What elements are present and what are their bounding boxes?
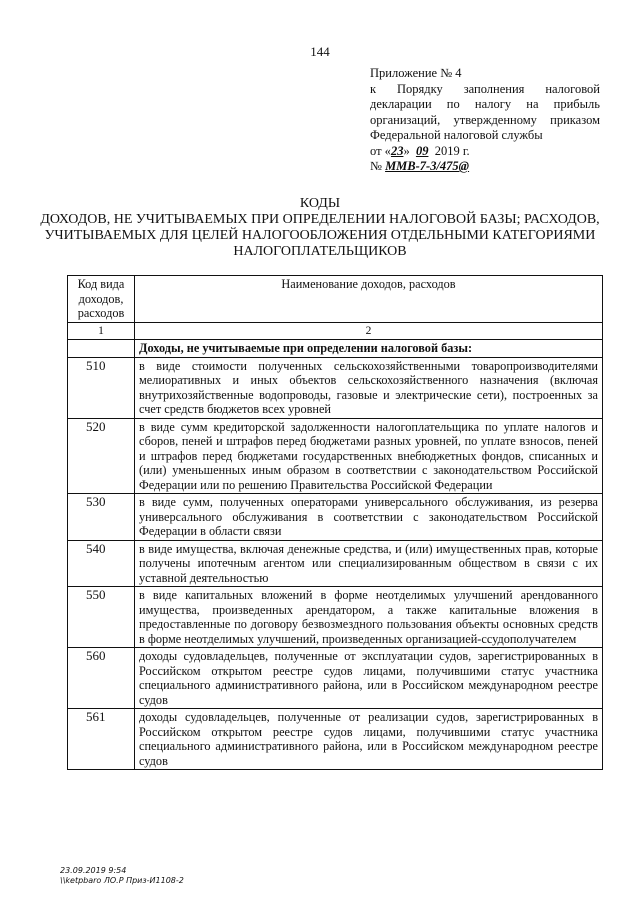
table-row xyxy=(68,648,603,709)
row-text: в виде стоимости полученных сельскохозяйственными товаропроизводителями мелиоративных и иных объектов сельскохозяйственного назначения (включая внутрихозяйственные водопроводы, газовые и электрические сети), построенных за счет средств бюджетов всех уровней xyxy=(135,357,603,418)
table-row xyxy=(68,494,603,541)
row-text: в виде сумм, полученных операторами универсального обслуживания, из резерва универсального обслуживания в соответствии с законодательством Российской Федерации в области связи xyxy=(135,494,603,541)
row-text: доходы судовладельцев, полученные от эксплуатации судов, зарегистрированных в Российском открытом реестре судов лицами, получившими статус участника специального административного района, или в Российском международном реестре судов xyxy=(135,648,603,709)
column-number-2: 2 xyxy=(135,322,603,340)
table-row xyxy=(68,587,603,648)
print-footer xyxy=(60,866,184,886)
footer-file-path: \\ketpbaro ЛО.Р Приз-И1108-2 xyxy=(60,876,184,885)
handwritten-order-number: ММВ-7-3/475@ xyxy=(385,159,470,173)
column-number-row xyxy=(68,322,603,340)
row-code: 560 xyxy=(86,648,106,663)
handwritten-day: 23 xyxy=(390,143,404,158)
table-row xyxy=(68,418,603,494)
header-name-cell: Наименование доходов, расходов xyxy=(135,276,603,323)
row-code: 540 xyxy=(86,540,106,556)
table-row xyxy=(68,709,603,770)
appendix-line-3: декларации по налогу на прибыль xyxy=(370,97,600,111)
table-row xyxy=(68,540,603,587)
header-code-cell: Код вида доходов, расходов xyxy=(68,276,135,323)
row-text: в виде капитальных вложений в форме неотделимых улучшений арендованного имущества, произведенных арендатором, а также капитальные вложения в предоставленные по договору безвозмездного пользования объекты основных средств в форме неотделимых улучшений, произведенных организацией-ссудополучателем xyxy=(135,587,603,648)
row-code: 561 xyxy=(86,709,106,724)
appendix-block xyxy=(370,66,600,175)
row-code: 530 xyxy=(86,494,106,509)
title-line-4: НАЛОГОПЛАТЕЛЬЩИКОВ xyxy=(233,244,407,259)
footer-timestamp: 23.09.2019 9:54 xyxy=(60,866,127,875)
column-number-1: 1 xyxy=(68,322,135,340)
table-header-row xyxy=(68,276,603,323)
appendix-line-4: организаций, утвержденному приказом xyxy=(370,112,600,127)
table-row xyxy=(68,357,603,418)
appendix-title: Приложение № 4 xyxy=(370,66,462,80)
section-row xyxy=(68,340,603,358)
title-line-1: КОДЫ xyxy=(299,196,341,211)
codes-table xyxy=(67,275,603,770)
section-title: Доходы, не учитываемые при определении налоговой базы: xyxy=(135,340,603,358)
handwritten-month: 09 xyxy=(415,143,429,158)
appendix-date: от «23» 09 2019 г. xyxy=(370,143,470,158)
row-code: 520 xyxy=(86,418,106,434)
title-line-3: УЧИТЫВАЕМЫХ ДЛЯ ЦЕЛЕЙ НАЛОГООБЛОЖЕНИЯ ОТДЕЛЬНЫМИ КАТЕГОРИЯМИ xyxy=(44,228,596,243)
appendix-line-5: Федеральной налоговой службы xyxy=(370,128,543,142)
row-code: 510 xyxy=(86,357,106,373)
row-text: в виде имущества, включая денежные средства, и (или) имущественных прав, которые получены ипотечным агентом или специализированным обществом в связи с их уставной деятельностью xyxy=(135,540,603,587)
document-title xyxy=(40,196,600,260)
row-text: доходы судовладельцев, полученные от реализации судов, зарегистрированных в Российском открытом реестре судов лицами, получившими статус участника специального административного района, или в Российском международном реестре судов xyxy=(135,709,603,770)
row-text: в виде сумм кредиторской задолженности налогоплательщика по уплате налогов и сборов, пеней и штрафов перед бюджетами разных уровней, по уплате взносов, пеней и штрафов перед бюджетами государственных внебюджетных фондов, списанных и (или) уменьшенных иным образом в соответствии с законодательством Российской Федерации или по решению Правительства Российской Федерации xyxy=(135,418,603,494)
appendix-line-2: к Порядку заполнения налоговой xyxy=(370,81,600,96)
row-code: 550 xyxy=(86,587,106,602)
page-number: 144 xyxy=(310,44,330,59)
title-line-2: ДОХОДОВ, НЕ УЧИТЫВАЕМЫХ ПРИ ОПРЕДЕЛЕНИИ НАЛОГОВОЙ БАЗЫ; РАСХОДОВ, xyxy=(40,212,600,227)
appendix-number: № ММВ-7-3/475@ xyxy=(370,159,470,173)
